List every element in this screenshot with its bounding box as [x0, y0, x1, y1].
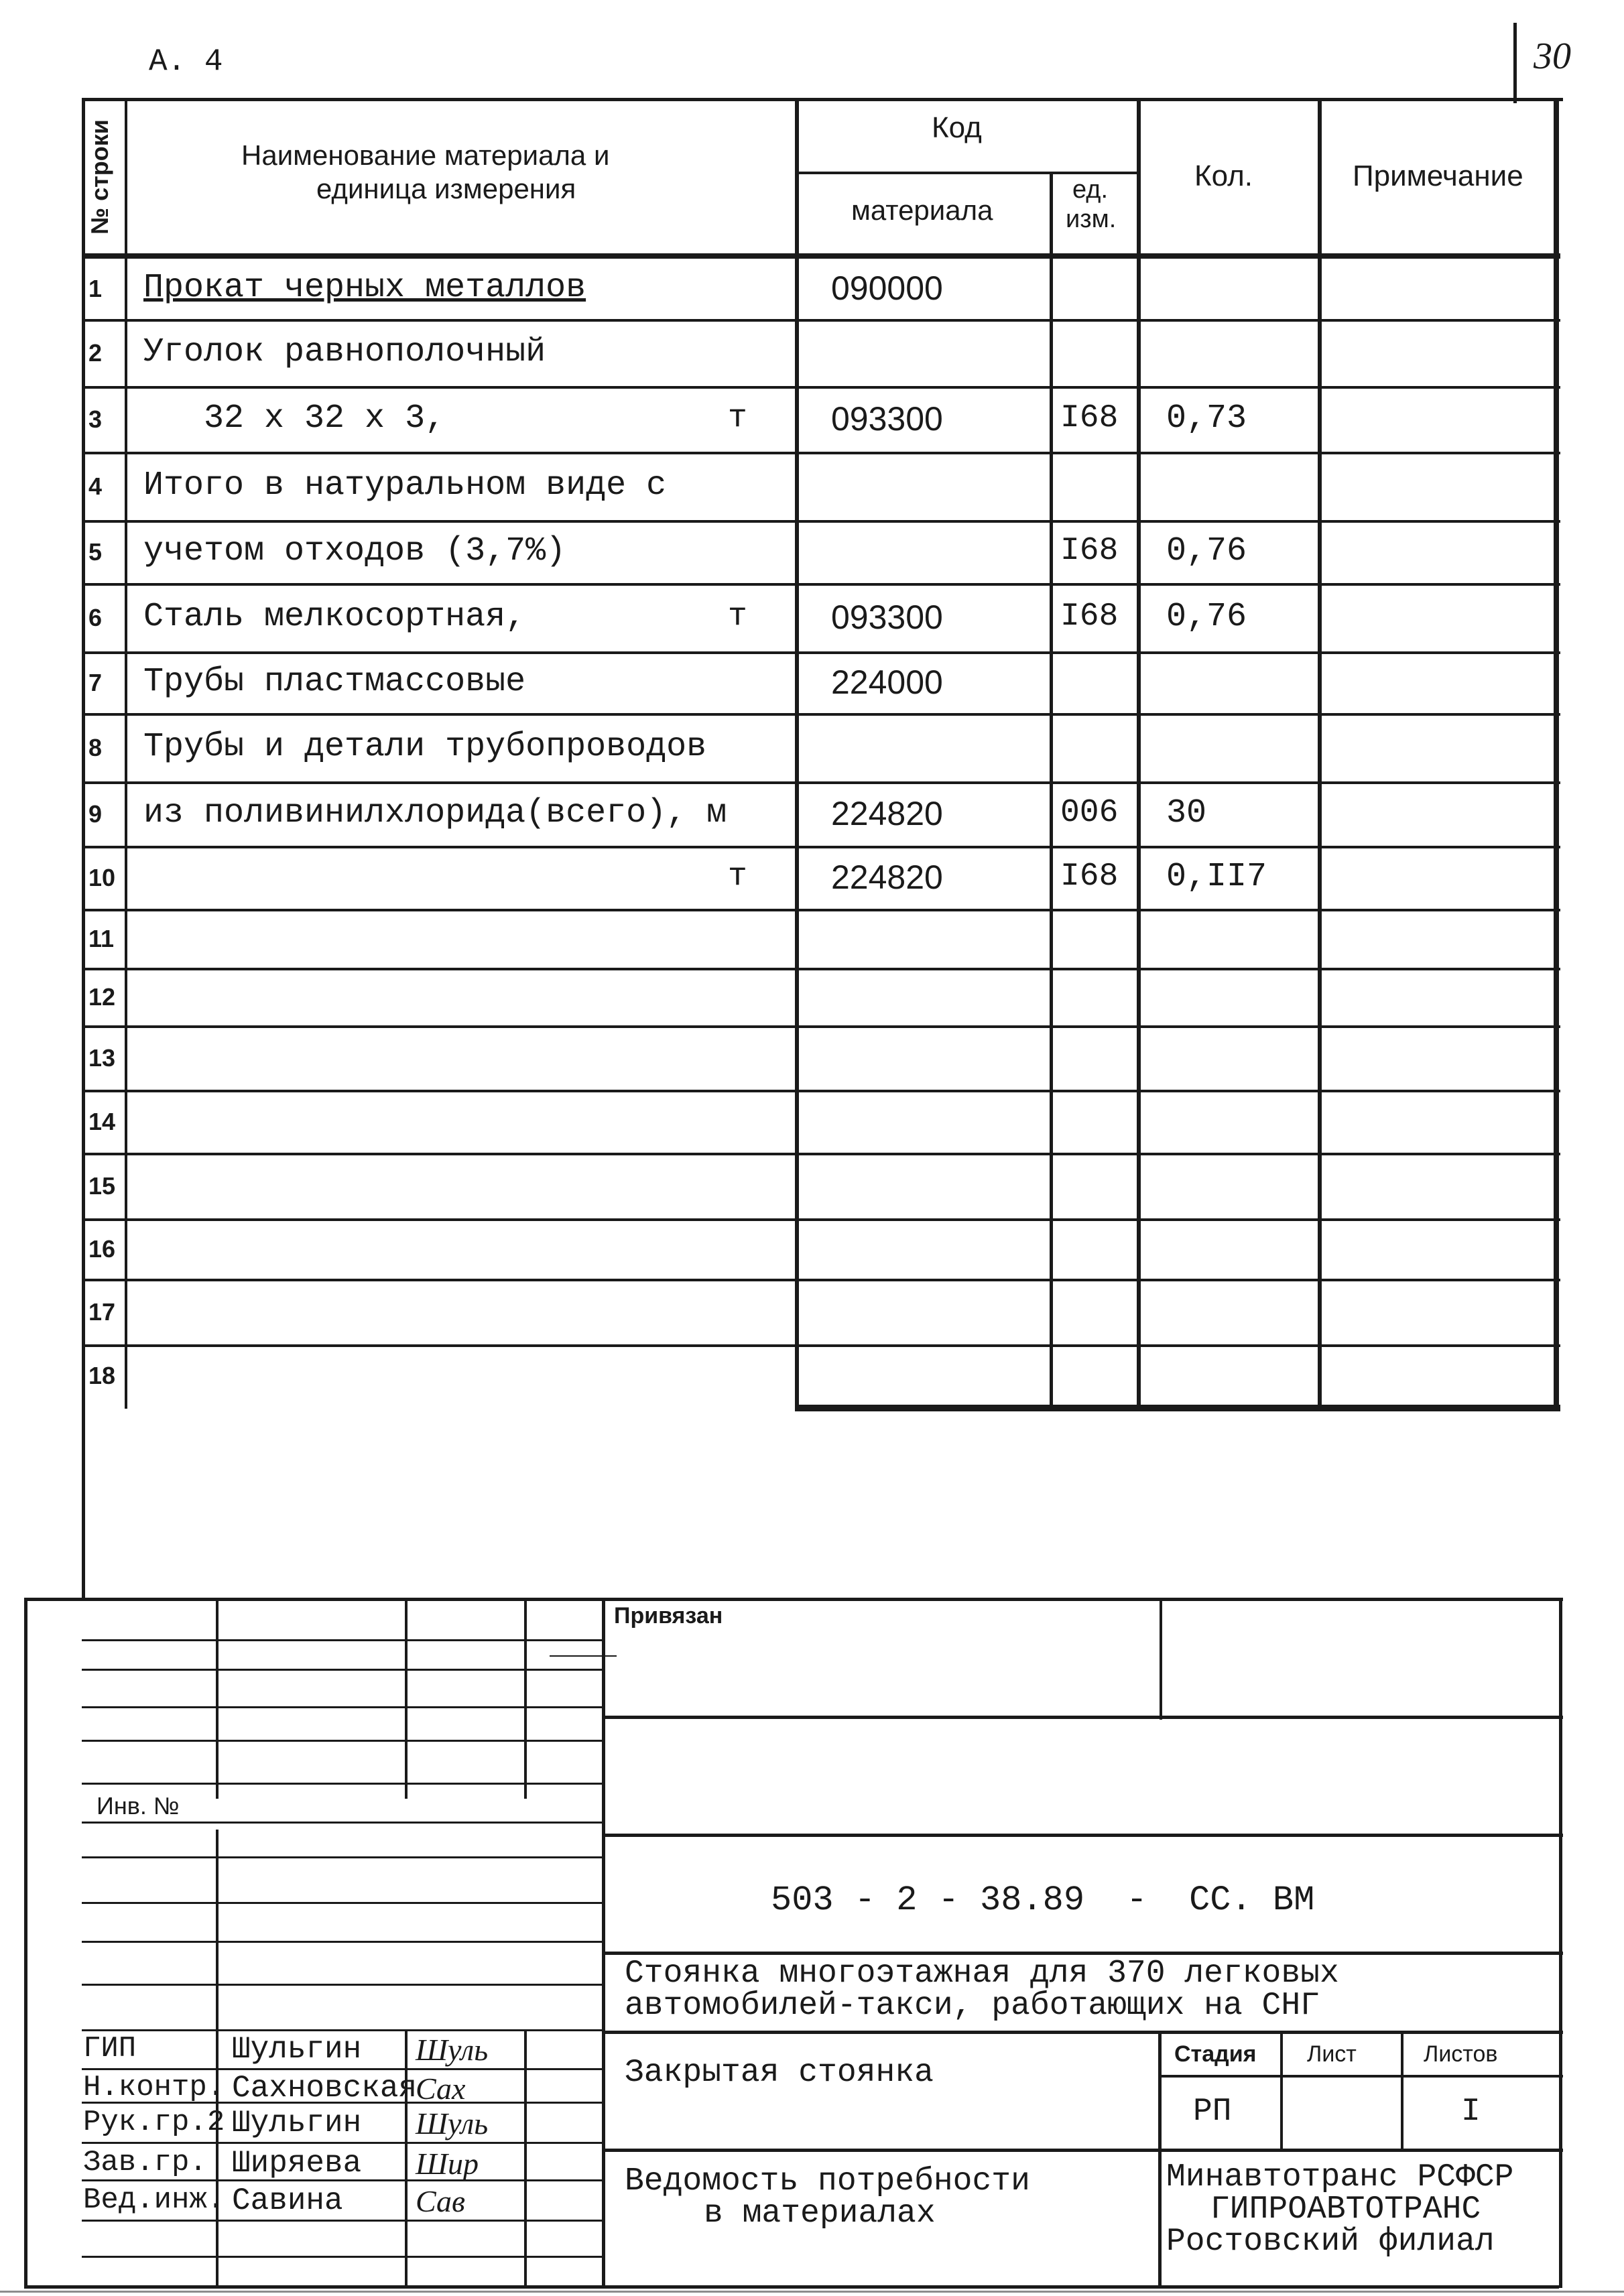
unit-code: I68 [1060, 533, 1119, 570]
signer-role: Вед.инж. [83, 2183, 225, 2217]
col-header-code: Код [932, 111, 982, 144]
row-number: 1 [88, 274, 103, 302]
unit-code: I68 [1060, 858, 1119, 895]
album-label: А. 4 [149, 44, 223, 79]
material-name: 32 х 32 х 3, [143, 399, 446, 438]
material-name: Прокат черных металлов [143, 269, 586, 307]
project-title-line1: Стоянка многоэтажная для 370 легковых [625, 1956, 1339, 1992]
sheet-title-line1: Ведомость потребности [625, 2163, 1030, 2199]
page-number: 30 [1534, 36, 1571, 77]
material-name: Сталь мелкосортная, [143, 598, 526, 636]
material-name: Уголок равнополочный [143, 333, 546, 371]
material-code: 093300 [831, 598, 943, 636]
signer-role: Зав.гр. [83, 2146, 207, 2179]
material-name: из поливинилхлорида(всего), м [143, 794, 727, 832]
sheet-label: Лист [1307, 2041, 1357, 2067]
unit: т [728, 598, 747, 635]
row-number: 9 [88, 800, 103, 828]
material-name: Трубы и детали трубопроводов [143, 728, 707, 766]
document-code: 503 - 2 - 38.89 - СС. ВМ [771, 1880, 1315, 1920]
material-name: Итого в натуральном виде с [143, 466, 667, 505]
row-number: 13 [88, 1043, 116, 1072]
col-header-code-material: материала [851, 194, 993, 226]
building-name: Закрытая стоянка [625, 2055, 934, 2091]
row-number: 7 [88, 668, 103, 696]
row-number: 12 [88, 982, 116, 1011]
row-number: 3 [88, 405, 103, 433]
sheet-title-line2: в материалах [704, 2195, 936, 2232]
row-number: 4 [88, 472, 103, 500]
col-header-name-line2: единица измерения [316, 173, 576, 204]
organization-line2: ГИПРОАВТОТРАНС [1210, 2191, 1481, 2228]
signer-role: ГИП [83, 2032, 137, 2065]
signature: Шуль [416, 2033, 489, 2067]
signature: Шир [416, 2147, 479, 2181]
row-number: 10 [88, 863, 116, 891]
material-code: 093300 [831, 400, 943, 438]
material-name: учетом отходов (3,7%) [143, 532, 566, 570]
material-code: 224820 [831, 795, 943, 832]
signature: Сав [416, 2184, 465, 2218]
tied-label: Привязан [614, 1603, 723, 1629]
stage-value: РП [1193, 2094, 1232, 2130]
quantity: 0,76 [1166, 598, 1247, 636]
quantity: 30 [1166, 794, 1207, 832]
material-code: 224820 [831, 858, 943, 896]
signature: Шуль [416, 2106, 489, 2141]
organization-line3: Ростовский филиал [1166, 2224, 1495, 2260]
unit: т [728, 400, 747, 437]
row-number: 11 [88, 924, 115, 952]
col-header-code-unit-line2: изм. [1066, 205, 1117, 233]
col-header-name-line1: Наименование материала и [241, 139, 610, 171]
col-header-qty: Кол. [1194, 160, 1253, 192]
row-number: 15 [88, 1171, 116, 1200]
col-header-row-no: № строки [86, 119, 113, 235]
unit: т [728, 858, 747, 895]
material-code: 224000 [831, 663, 943, 701]
row-number: 2 [88, 338, 103, 367]
material-code: 090000 [831, 269, 943, 307]
signer-role: Н.контр. [83, 2071, 225, 2104]
signer-name: Ширяева [232, 2146, 362, 2181]
quantity: 0,76 [1166, 532, 1247, 570]
material-name: Трубы пластмассовые [143, 663, 526, 701]
signer-role: Рук.гр.2 [83, 2106, 225, 2139]
signer-name: Сахновская [232, 2071, 418, 2106]
quantity: 0,73 [1166, 399, 1247, 438]
signer-name: Шульгин [232, 2106, 362, 2141]
col-header-note: Примечание [1353, 160, 1523, 192]
row-number: 5 [88, 537, 103, 566]
inv-number-label: Инв. № [97, 1792, 180, 1820]
col-header-code-unit-line1: ед. [1072, 176, 1109, 204]
sheets-value: I [1461, 2094, 1481, 2130]
row-number: 17 [88, 1297, 116, 1326]
project-title-line2: автомобилей-такси, работающих на СНГ [625, 1988, 1320, 2024]
row-number: 6 [88, 603, 103, 631]
signer-name: Шульгин [232, 2032, 362, 2067]
row-number: 14 [88, 1107, 116, 1135]
sheets-label: Листов [1424, 2041, 1498, 2067]
unit-code: I68 [1060, 598, 1119, 635]
organization-line1: Минавтотранс РСФСР [1166, 2159, 1514, 2195]
unit-code: 006 [1060, 795, 1119, 832]
row-number: 18 [88, 1361, 116, 1389]
signature: Сах [416, 2071, 466, 2106]
unit-code: I68 [1060, 400, 1119, 437]
page-number-divider [1513, 23, 1517, 103]
row-number: 16 [88, 1234, 116, 1263]
quantity: 0,II7 [1166, 858, 1267, 896]
row-number: 8 [88, 733, 103, 761]
signer-name: Савина [232, 2183, 343, 2218]
stage-label: Стадия [1174, 2041, 1257, 2067]
